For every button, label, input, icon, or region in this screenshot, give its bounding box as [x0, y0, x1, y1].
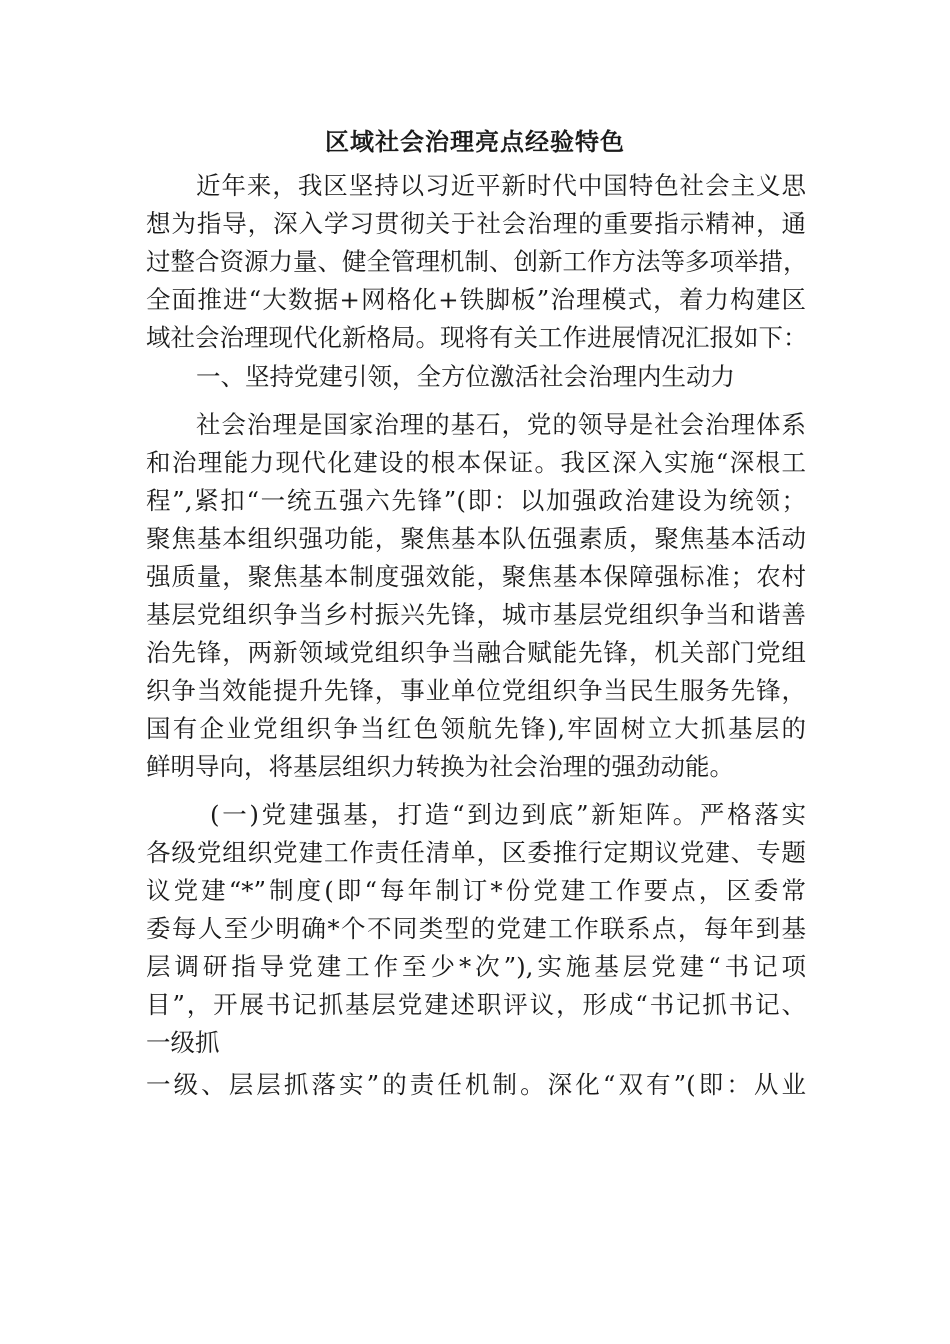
paragraph-line: 各级党组织党建工作责任清单，区委推行定期议党建、专题	[146, 838, 806, 867]
paragraph-line: 想为指导，深入学习贯彻关于社会治理的重要指示精神，通	[146, 209, 806, 238]
paragraph-line: 鲜明导向，将基层组织力转换为社会治理的强劲动能。	[146, 752, 734, 781]
paragraph-line: 议党建“*”制度(即“每年制订*份党建工作要点，区委常	[146, 876, 806, 905]
document-title: 区域社会治理亮点经验特色	[325, 128, 625, 156]
paragraph-line: 基层党组织争当乡村振兴先锋，城市基层党组织争当和谐善	[146, 600, 806, 629]
paragraph-line: 社会治理是国家治理的基石，党的领导是社会治理体系	[196, 410, 806, 439]
paragraph-line: 治先锋，两新领域党组织争当融合赋能先锋，机关部门党组	[146, 638, 806, 667]
section-heading: 一、坚持党建引领，全方位激活社会治理内生动力	[196, 362, 735, 391]
paragraph-line: 织争当效能提升先锋，事业单位党组织争当民生服务先锋，	[146, 676, 806, 705]
paragraph-line: 一级抓	[146, 1028, 220, 1057]
subsection-line: (一)党建强基，打造“到边到底”新矩阵。严格落实	[210, 800, 806, 829]
paragraph-line: 程”,紧扣“一统五强六先锋”(即：以加强政治建设为统领；	[146, 486, 806, 515]
paragraph-line: 和治理能力现代化建设的根本保证。我区深入实施“深根工	[146, 448, 806, 477]
paragraph-line: 强质量，聚焦基本制度强效能，聚焦基本保障强标准；农村	[146, 562, 806, 591]
paragraph-line: 近年来，我区坚持以习近平新时代中国特色社会主义思	[196, 171, 806, 200]
paragraph-line: 委每人至少明确*个不同类型的党建工作联系点，每年到基	[146, 914, 806, 943]
paragraph-line: 聚焦基本组织强功能，聚焦基本队伍强素质，聚焦基本活动	[146, 524, 806, 553]
paragraph-line: 全面推进“大数据+网格化+铁脚板”治理模式，着力构建区	[146, 285, 806, 314]
paragraph-line: 过整合资源力量、健全管理机制、创新工作方法等多项举措，	[146, 247, 808, 276]
paragraph-line: 域社会治理现代化新格局。现将有关工作进展情况汇报如下：	[146, 323, 808, 352]
paragraph-line: 一级、层层抓落实”的责任机制。深化“双有”(即：从业	[146, 1070, 806, 1099]
paragraph-line: 国有企业党组织争当红色领航先锋),牢固树立大抓基层的	[146, 714, 806, 743]
paragraph-line: 目”，开展书记抓基层党建述职评议，形成“书记抓书记、	[146, 990, 806, 1019]
paragraph-line: 层调研指导党建工作至少*次”),实施基层党建“书记项	[146, 952, 806, 981]
